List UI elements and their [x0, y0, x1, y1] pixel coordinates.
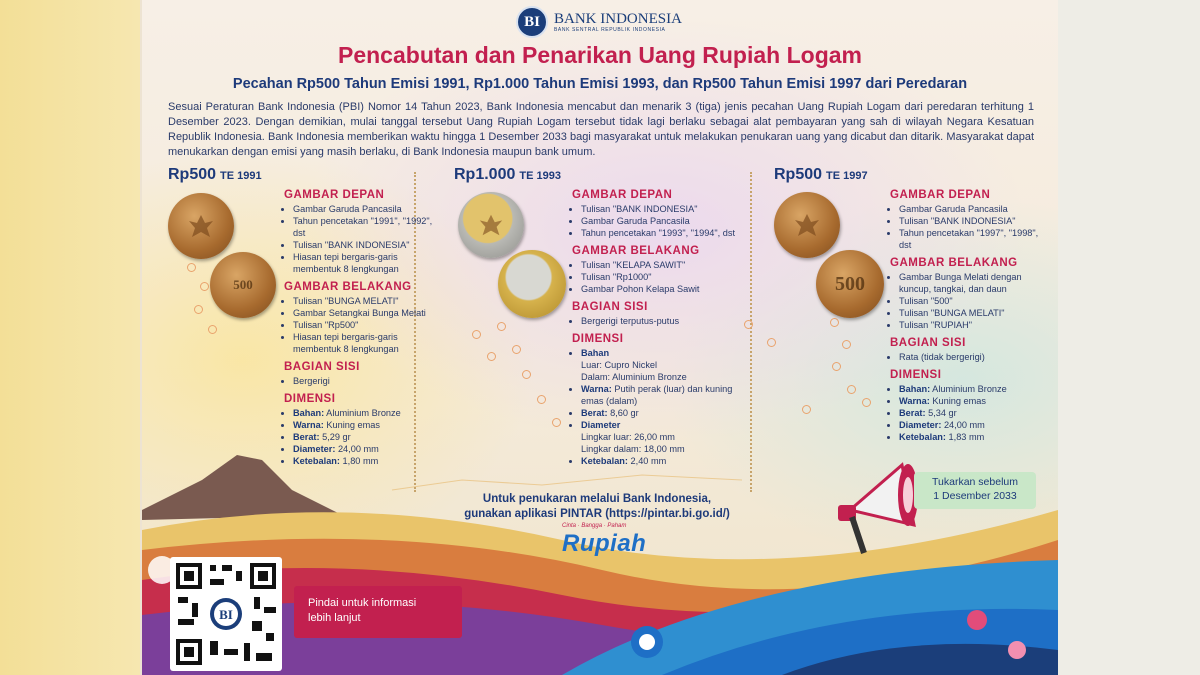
list-item: • Tulisan "BANK INDONESIA" — [899, 215, 1050, 227]
garuda-icon — [792, 210, 822, 240]
list-item: • Tulisan "KELAPA SAWIT" — [581, 259, 742, 271]
list-dimensi — [890, 383, 1050, 443]
pintar-info — [432, 492, 762, 522]
list-item: • Berat: 5,34 gr — [899, 407, 1050, 419]
garuda-icon — [186, 211, 216, 241]
page-title: Pencabutan dan Penarikan Uang Rupiah Logam — [338, 42, 862, 68]
list-dimensi — [284, 407, 444, 467]
list-item: • Gambar Setangkai Bunga Melati — [293, 307, 444, 319]
list-item: • Tulisan "BUNGA MELATI" — [899, 307, 1050, 319]
list-item: • Diameter — [581, 419, 742, 431]
list-item: • Tulisan "RUPIAH" — [899, 319, 1050, 331]
megaphone-icon — [832, 455, 927, 575]
list-item: • Ketebalan: 2,40 mm — [581, 455, 742, 467]
page-subtitle: Pecahan Rp500 Tahun Emisi 1991, Rp1.000 Tahun Emisi 1993, dan Rp500 Tahun Emisi 1997 dari Peredaran — [232, 76, 968, 92]
list-item: • Tulisan "BUNGA MELATI" — [293, 295, 444, 307]
list-item: • Bahan: Aluminium Bronze — [293, 407, 444, 419]
list-gambar-belakang — [890, 271, 1050, 331]
logo-text — [554, 12, 682, 33]
list-bagian-sisi — [890, 351, 1050, 363]
rupiah-logo: Rupiah — [562, 530, 647, 557]
list-item: • Tahun pencetakan "1993", "1994", dst — [581, 227, 742, 239]
infographic-poster — [142, 0, 1058, 675]
list-gambar-depan — [572, 203, 742, 239]
list-item: • Bahan: Aluminium Bronze — [899, 383, 1050, 395]
list-gambar-depan — [890, 203, 1050, 251]
coin-issue-year: TE 1997 — [826, 170, 868, 182]
bi-seal-icon: BI — [516, 6, 548, 38]
list-item: Lingkar luar: 26,00 mm — [581, 432, 675, 442]
section-gambar-belakang: GAMBAR BELAKANG — [572, 245, 700, 257]
deadline-line-1: Tukarkan sebelum — [932, 476, 1018, 488]
coin-issue-year: TE 1991 — [220, 170, 262, 182]
logo-subtitle: BANK SENTRAL REPUBLIK INDONESIA — [554, 26, 666, 33]
list-item: • Diameter: 24,00 mm — [899, 419, 1050, 431]
list-item: • Diameter: 24,00 mm — [293, 443, 444, 455]
coin-issue-year: TE 1993 — [519, 170, 561, 182]
coin-back-image — [498, 250, 566, 318]
pintar-link[interactable]: gunakan aplikasi PINTAR (https://pintar.bi.go.id/) — [464, 508, 730, 520]
deadline-badge — [914, 472, 1036, 509]
list-item: • Gambar Garuda Pancasila — [293, 203, 444, 215]
section-bagian-sisi: BAGIAN SISI — [572, 301, 648, 313]
list-item: • Rata (tidak bergerigi) — [899, 351, 1050, 363]
section-gambar-depan: GAMBAR DEPAN — [284, 189, 385, 201]
section-dimensi: DIMENSI — [890, 369, 942, 381]
list-item: • Berat: 5,29 gr — [293, 431, 444, 443]
list-item: • Bahan — [581, 347, 742, 359]
section-gambar-depan: GAMBAR DEPAN — [890, 189, 991, 201]
list-item: • Bergerigi terputus-putus — [581, 315, 742, 327]
list-item: • Gambar Garuda Pancasila — [581, 215, 742, 227]
list-item: Luar: Cupro Nickel — [581, 360, 658, 370]
list-item: • Gambar Garuda Pancasila — [899, 203, 1050, 215]
list-item: • Tahun pencetakan "1997", "1998", dst — [899, 227, 1050, 251]
list-item: • Ketebalan: 1,83 mm — [899, 431, 1050, 443]
column-divider — [750, 172, 752, 492]
section-dimensi: DIMENSI — [284, 393, 336, 405]
scan-info-button[interactable] — [294, 586, 462, 638]
list-item: • Hiasan tepi bergaris-garis membentuk 8 lengkungan — [293, 251, 444, 275]
list-item: • Tulisan "Rp1000" — [581, 271, 742, 283]
scan-line-2: lebih lanjut — [308, 612, 361, 624]
coin-details-rp1000-1993 — [572, 183, 742, 467]
qr-code[interactable] — [170, 557, 282, 671]
coin-heading-rp1000-1993 — [454, 166, 561, 184]
coin-front-image — [168, 193, 234, 259]
coin-front-image — [458, 192, 524, 258]
list-item: • Tulisan "Rp500" — [293, 319, 444, 331]
garuda-icon — [477, 211, 505, 239]
list-item: • Tahun pencetakan "1991", "1992", dst — [293, 215, 444, 239]
list-item: • Berat: 8,60 gr — [581, 407, 742, 419]
scan-line-1: Pindai untuk informasi — [308, 597, 417, 609]
list-item: • Tulisan "BANK INDONESIA" — [581, 203, 742, 215]
qr-code-icon — [170, 557, 282, 671]
section-bagian-sisi: BAGIAN SISI — [284, 361, 360, 373]
section-bagian-sisi: BAGIAN SISI — [890, 337, 966, 349]
list-item: • Ketebalan: 1,80 mm — [293, 455, 444, 467]
coin-denomination: Rp1.000 — [454, 166, 516, 183]
list-bagian-sisi — [284, 375, 444, 387]
section-gambar-belakang: GAMBAR BELAKANG — [890, 257, 1018, 269]
list-item: • Warna: Kuning emas — [293, 419, 444, 431]
coin-back-image: 500 — [816, 250, 884, 318]
bank-indonesia-logo — [516, 6, 682, 38]
list-item: • Gambar Pohon Kelapa Sawit — [581, 283, 742, 295]
list-gambar-belakang — [572, 259, 742, 295]
list-item: Lingkar dalam: 18,00 mm — [581, 444, 685, 454]
rupiah-tagline: Cinta · Bangga · Paham — [562, 523, 627, 529]
section-gambar-belakang: GAMBAR BELAKANG — [284, 281, 412, 293]
coin-heading-rp500-1991 — [168, 166, 262, 184]
list-gambar-depan — [284, 203, 444, 275]
list-dimensi — [572, 347, 742, 467]
coin-heading-rp500-1997 — [774, 166, 868, 184]
logo-name: BANK INDONESIA — [554, 10, 682, 27]
section-gambar-depan: GAMBAR DEPAN — [572, 189, 673, 201]
coin-back-image: 500 — [210, 252, 276, 318]
list-item: • Hiasan tepi bergaris-garis membentuk 8 lengkungan — [293, 331, 444, 355]
section-dimensi: DIMENSI — [572, 333, 624, 345]
list-item: Dalam: Aluminium Bronze — [581, 372, 687, 382]
list-item: • Tulisan "BANK INDONESIA" — [293, 239, 444, 251]
list-item: • Warna: Putih perak (luar) dan kuning emas (dalam) — [581, 383, 742, 407]
coin-details-rp500-1997 — [890, 183, 1050, 443]
list-gambar-belakang — [284, 295, 444, 355]
list-item: • Gambar Bunga Melati dengan kuncup, tangkai, dan daun — [899, 271, 1050, 295]
list-item: • Bergerigi — [293, 375, 444, 387]
intro-paragraph: Sesuai Peraturan Bank Indonesia (PBI) Nomor 14 Tahun 2023, Bank Indonesia mencabut dan menarik 3 (tiga) jenis pecahan Uang Rupiah Logam dari peredaran terhitung 1 Desember 2023. Dengan demikian, mulai tanggal tersebut Uang Rupiah Logam tersebut tidak lagi berlaku sebagai alat pembayaran yang sah di wilayah Negara Kesatuan Republik Indonesia. Bank Indonesia memberikan waktu hingga 1 Desember 2033 bagi masyarakat untuk melakukan penukaran uang yang dicabut dan ditarik. Masyarakat dapat menukarkan dengan emisi yang masih berlaku, di Bank Indonesia maupun bank umum. — [168, 101, 1034, 158]
list-item: • Tulisan "500" — [899, 295, 1050, 307]
coin-denomination: Rp500 — [774, 166, 823, 183]
coin-denomination: Rp500 — [168, 166, 217, 183]
list-item: • Warna: Kuning emas — [899, 395, 1050, 407]
deadline-line-2: 1 Desember 2033 — [933, 490, 1017, 502]
coin-front-image — [774, 192, 840, 258]
coin-details-rp500-1991 — [284, 183, 444, 467]
pintar-line-1: Untuk penukaran melalui Bank Indonesia, — [482, 493, 712, 505]
qr-center-mark: BI — [219, 607, 233, 622]
list-bagian-sisi — [572, 315, 742, 327]
